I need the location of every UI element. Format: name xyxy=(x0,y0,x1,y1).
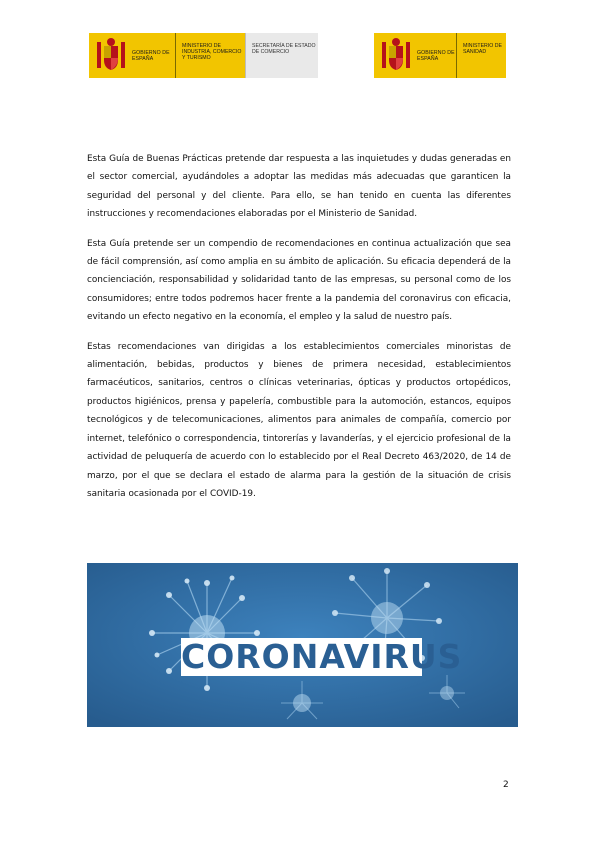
paragraph-1: Esta Guía de Buenas Prácticas pretende dar respuesta a las inquietudes y dudas generadas en el sector comercial, ayudándoles a adoptar las medidas más adecuadas que garanticen la seguridad del personal y del cliente. Para ello, se han tenido en cuenta las diferentes instrucciones y recomendaciones elaboradas por el Ministerio de Sanidad. xyxy=(87,154,511,220)
gobierno-logo-right xyxy=(374,33,456,78)
coat-of-arms-icon xyxy=(93,36,129,76)
document-body xyxy=(87,150,511,514)
banner-title: CORONAVIRUS xyxy=(181,637,463,676)
logo-text-right: GOBIERNO DE ESPAÑA xyxy=(417,49,455,62)
gobierno-logo-left xyxy=(89,33,175,78)
secretaria-comercio-label: SECRETARÍA DE ESTADO DE COMERCIO xyxy=(245,33,318,78)
ministry-sanidad-label: MINISTERIO DE SANIDAD xyxy=(456,33,506,78)
coronavirus-banner-image xyxy=(87,563,518,727)
paragraph-3: Estas recomendaciones van dirigidas a los establecimientos comerciales minoristas de alimentación, bebidas, productos y bienes de primera necesidad, establecimientos farmacéuticos, sanitarios, centros o clínicas veterinarias, ópticas y productos ortopédicos, productos higiénicos, prensa y papelería, combustible para la automoción, estancos, equipos tecnológicos y de telecomunicaciones, alimentos para animales de compañía, comercio por internet, telefónico o correspondencia, tintorerías y lavanderías, y el ejercicio profesional de la actividad de peluquería de acuerdo con lo establecido por el Real Decreto 463/2020, de 14 de marzo, por el que se declara el estado de alarma para la gestión de la situación de crisis sanitaria ocasionada por el COVID-19. xyxy=(87,341,511,499)
page-number: 2 xyxy=(503,780,509,790)
paragraph-2: Esta Guía pretende ser un compendio de recomendaciones en continua actualización que sea de fácil comprensión, así como amplia en su ámbito de aplicación. Su eficacia dependerá de la concienciación, responsabilidad y solidaridad tanto de las empresas, su personal como de los consumidores; entre todos podremos hacer frente a la pandemia del coronavirus con eficacia, evitando un efecto negativo en la economía, el empleo y la salud de nuestro país. xyxy=(87,238,511,323)
logo-text-left: GOBIERNO DE ESPAÑA xyxy=(132,49,170,62)
coat-of-arms-icon xyxy=(378,36,414,76)
ministry-industria-label: MINISTERIO DE INDUSTRIA, COMERCIO Y TURISMO xyxy=(175,33,245,78)
